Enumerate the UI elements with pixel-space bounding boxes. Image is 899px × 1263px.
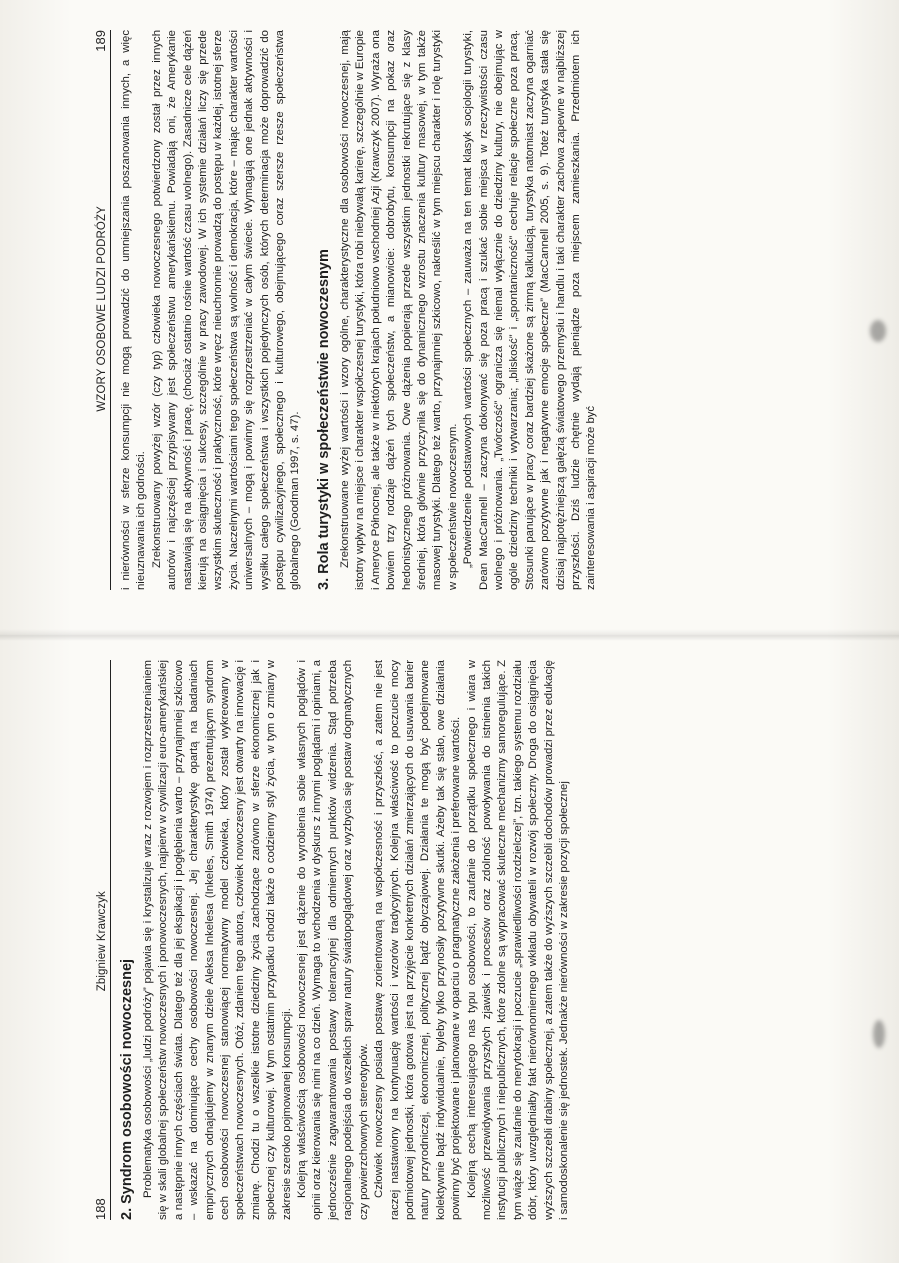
paragraph: i nierówności w sferze konsumpcji nie mogą prowadzić do umniejszania poszanowania innych, a więc nieuznawania ich godności.	[120, 30, 148, 590]
paragraph: Człowiek nowoczesny posiada postawę zorientowaną na współczesność i przyszłość, a zatem nie jest raczej nastawiony na kontynuację wartości i wzorów tradycyjnych. Kolejna właściwość to poczucie mocy podmiotowej jednostki, która gotowa jest na przyjęcie konkretnych działań zmierzających do usuwania barier natury przyrodniczej, ekonomicznej, politycznej bądź obyczajowej. Działania te mogą być podejmowane kolektywnie bądź indywidualnie, byleby tylko przynosiły pozytywne skutki. Ażeby tak się stało, owe działania powinny być projektowane i planowane w oparciu o pragmatyczne założenia i preferowane wartości.	[373, 660, 463, 1220]
paragraph: Zrekonstruowane wyżej wartości i wzory ogólne, charakterystyczne dla osobowości nowoczesnej, mają istotny wpływ na miejsce i charakter współczesnej turystyki, która robi niebywałą karierę, szczególnie w Europie i Ameryce Północnej, ale także w niektórych krajach południowo wschodniej Azji (Krawczyk 2007). Wyraża ona bowiem trzy rodzaje dążeń tych społeczeństw, a mianowicie: dobrobytu, konsumpcji na pokaz oraz hedonistycznego próżnowania. Owe dążenia popierają przede wszystkim jednostki rekrutujące się z klasy średniej, która głównie przyczyniła się do dynamicznego wzrostu znaczenia kultury masowej, w tym także masowej turystyki. Dlatego też warto, przynajmniej szkicowo, nakreślić w tym miejscu charakter i rolę turystyki w społeczeństwie nowoczesnym.	[338, 30, 459, 590]
paragraph: Zrekonstruowany powyżej wzór (czy typ) człowieka nowoczesnego potwierdzony został przez innych autorów i najczęściej przypisywany jest społeczeństwu amerykańskiemu. Powiadają oni, że Amerykanie nastawiają się na aktywność i pracę, (chociaż ostatnio rośnie wartość czasu wolnego). Zasadnicze cele dążeń kierują na osiągnięcia i sukcesy, szczególnie w pracy zawodowej. W ich systemie działań liczy się przede wszystkim skuteczność i praktyczność, które wręcz nieuchronnie prowadzą do postępu w każdej, istotnej sferze życia. Naczelnymi wartościami tego społeczeństwa są wolność i demokracja, które – mając charakter wartości uniwersalnych – mogą i powinny się rozprzestrzeniać w całym świecie. Wymagają one jednak aktywności i wysiłku całego społeczeństwa i wszystkich pojedynczych osób, których determinacja może doprowadzić do postępu cywilizacyjnego, społecznego i kulturowego, obejmującego coraz szersze rzesze społeczeństwa globalnego (Goodman 1997, s. 47).	[150, 30, 302, 590]
paragraph: Kolejną właściwością osobowości nowoczesnej jest dążenie do wyrobienia sobie własnych poglądów i opinii oraz kierowania się nimi na co dzień. Wymaga to wchodzenia w dyskurs z innymi poglądami i opiniami, a jednocześnie zagwarantowania postawy tolerancyjnej dla odmiennych punktów widzenia. Stąd potrzeba racjonalnego podejścia do wszelkich spraw natury światopoglądowej oraz wyzbycia się postaw dogmatycznych czy powierzchownych stereotypów.	[296, 660, 370, 1220]
scan-smudge	[870, 320, 886, 342]
paragraph: „Potwierdzenie podstawowych wartości społecznych – zauważa na ten temat klasyk socjologii turystyki, Dean MacCannell – zaczyna dokonywać się poza pracą i szukać sobie miejsca w rzeczywistości czasu wolnego i próżnowania. „Twórczość” ogranicza się niemal wyłącznie do dziedziny kultury, nie obejmując w ogóle dziedziny techniki i wytwarzania; „bliskość” i „spontaniczność” cechuje relacje społeczne poza pracą. Stosunki panujące w pracy coraz bardziej skażone są zimną kalkulacją, turystyka natomiast zaczyna ogarniać zarówno pozytywne jak i negatywne emocje społeczne” (MacCannell 2005, s. 9). Toteż turystyka stała się dzisiaj najpotężniejszą gałęzią światowego przemysłu i handlu i taki charakter zachowa zapewne w najbliższej przyszłości. Dziś ludzie chętnie wydają pieniądze poza miejscem zamieszkania. Przedmiotem ich zainteresowania i aspiracji może być	[462, 30, 598, 590]
running-head	[90, 660, 111, 1220]
page-number: 188	[93, 1198, 108, 1220]
paragraph: Kolejną cechą interesującego nas typu osobowości, to zaufanie do porządku społecznego i wiara w możliwość przewidywania przyszłych zjawisk i procesów oraz zdolność powoływania do istnienia takich instytucji publicznych i niepublicznych, które zdolne są wypracować skuteczne mechanizmy samoregulujące. Z tym wiąże się zaufanie do merytokracji i poczucie „sprawiedliwości rozdzielczej”, tzn. takiego systemu rozdziału dóbr, który uwzględniałby fakt nierównomiernego wkładu obywateli w rozwój społeczny. Droga do osiągnięcia wyższych szczebli drabiny społecznej, a zatem także do wyższych szczebli dochodów prowadzi przez edukację i samodoskonalenie się jednostek. Jednakże nierówności w zakresie pozycji społecznej	[465, 660, 570, 1220]
section-heading: 2. Syndrom osobowości nowoczesnej	[119, 958, 135, 1220]
running-head-author: Zbigniew Krawczyk	[96, 891, 108, 992]
running-head	[90, 30, 111, 590]
left-page	[90, 660, 780, 1220]
paragraph: Problematyka osobowości „ludzi podróży” pojawia się i krystalizuje wraz z rozwojem i rozprzestrzenianiem się w skali globalnej społeczeństw nowoczesnych i ponowoczesnych, najpierw w cywilizacji euro-amerykańskiej a następnie innych częściach świata. Dlatego też dla jej ekspikacji i pogłębienia warto – przynajmniej szkicowo – wskazać na dominujące cechy osobowości nowoczesnej. Jej charakterystykę opartą na badaniach empirycznych odnajdujemy w znanym dziele Aleksa Inkelesa (Inkeles, Smith 1974) prezentującym syndrom cech osobowości nowoczesnej stanowiącej normatywny model człowieka, który został wykreowany w społeczeństwach nowoczesnych. Otóż, zdaniem tego autora, człowiek nowoczesny jest otwarty na innowację i zmianę. Chodzi tu o wszelkie istotne dziedziny życia zachodzące zarówno w sferze ekonomicznej jak i społecznej czy kulturowej. W tym ostatnim przypadku chodzi także o codzienny styl życia, w tym o zmiany w zakresie szeroko pojmowanej konsumpcji.	[142, 660, 293, 1220]
running-head-title: WZORY OSOBOWE LUDZI PODRÓŻY	[96, 206, 108, 412]
page-number: 189	[93, 30, 108, 52]
book-gutter	[0, 629, 899, 641]
scan-smudge	[873, 1020, 885, 1048]
section-heading: 3. Rola turystyki w społeczeństwie nowoczesnym	[315, 249, 332, 590]
right-page	[90, 30, 780, 590]
